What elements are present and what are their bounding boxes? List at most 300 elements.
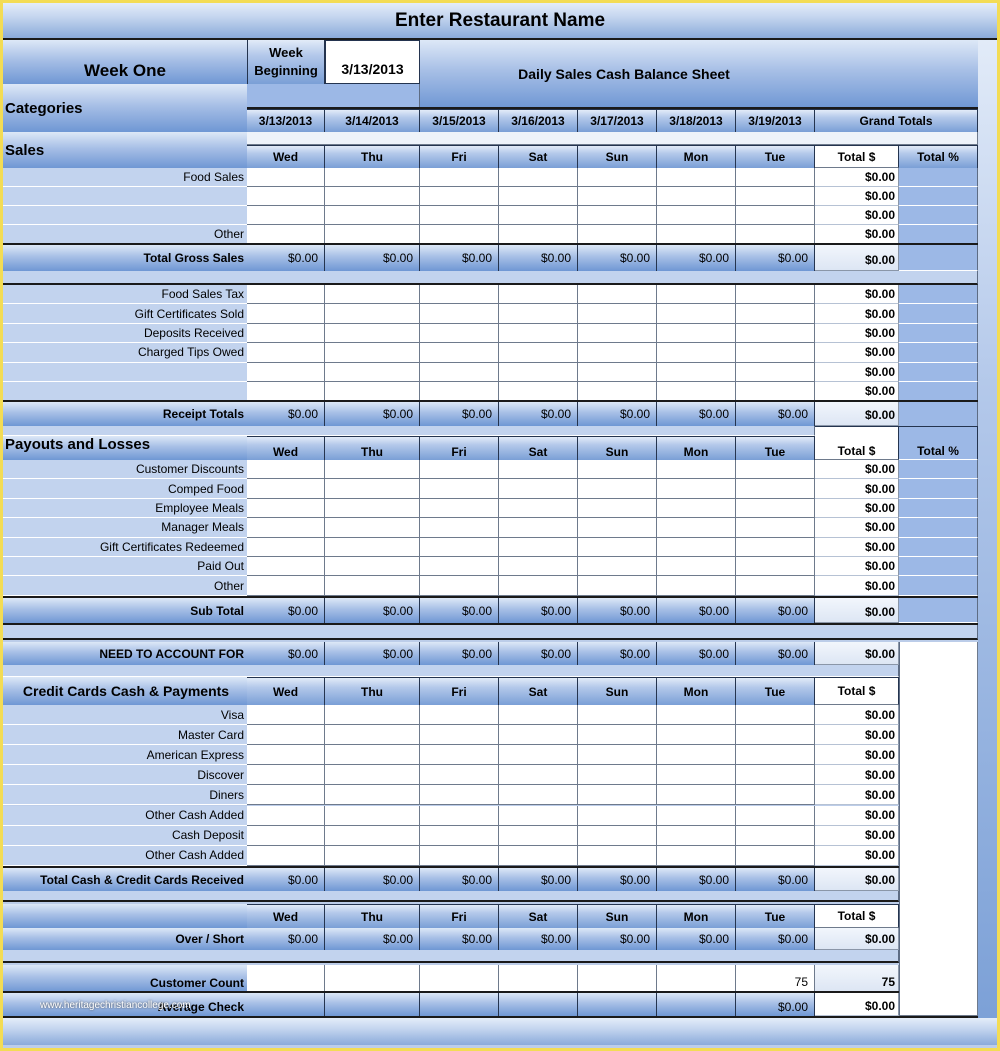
credit-row-input[interactable] <box>578 725 657 745</box>
receipt-totals-value: $0.00 <box>736 402 815 426</box>
payout-row-label: Employee Meals <box>3 499 247 518</box>
total-cash-credit-total: $0.00 <box>815 868 899 891</box>
credit-row-input[interactable] <box>420 705 499 725</box>
credit-row-input[interactable] <box>420 765 499 785</box>
sales-row-label <box>3 206 247 225</box>
receipt-row-input[interactable] <box>499 304 578 323</box>
payout-row-input[interactable] <box>499 460 578 479</box>
credit-row-total: $0.00 <box>815 806 899 826</box>
payout-row-input[interactable] <box>499 576 578 595</box>
credit-row-input[interactable] <box>247 765 325 785</box>
date-cell: 3/16/2013 <box>499 109 578 132</box>
credit-row-input[interactable] <box>420 806 499 826</box>
credit-row-input[interactable] <box>736 846 815 866</box>
sub-total-value: $0.00 <box>420 598 499 623</box>
sales-gap <box>3 271 978 285</box>
day-header-sun: Sun <box>578 145 657 168</box>
credit-row-input[interactable] <box>499 846 578 866</box>
payout-row-input[interactable] <box>578 557 657 576</box>
credit-row-label: Visa <box>3 705 247 725</box>
receipt-row-input[interactable] <box>657 304 736 323</box>
payout-row-label: Customer Discounts <box>3 460 247 479</box>
payout-row-total: $0.00 <box>815 538 899 557</box>
credit-row-label: Diners <box>3 785 247 805</box>
credit-row-input[interactable] <box>736 705 815 725</box>
receipt-row-input[interactable] <box>247 304 325 323</box>
payout-row-input[interactable] <box>736 479 815 498</box>
payout-row-input[interactable] <box>499 538 578 557</box>
payout-row-input[interactable] <box>325 518 420 537</box>
payout-row-input[interactable] <box>247 499 325 518</box>
date-cell: 3/18/2013 <box>657 109 736 132</box>
receipt-gap <box>3 426 815 436</box>
receipt-row-input[interactable] <box>736 343 815 362</box>
credit-row-input[interactable] <box>499 765 578 785</box>
receipt-row-input[interactable] <box>736 285 815 304</box>
receipt-row-input[interactable] <box>420 324 499 343</box>
need-to-account-value: $0.00 <box>499 642 578 665</box>
total-pct-header: Total % <box>899 426 978 460</box>
sales-row-input[interactable] <box>499 168 578 187</box>
credit-row-input[interactable] <box>247 745 325 765</box>
receipt-row-input[interactable] <box>325 382 420 401</box>
payout-row-input[interactable] <box>736 576 815 595</box>
credit-row-input[interactable] <box>578 846 657 866</box>
payout-row-input[interactable] <box>578 576 657 595</box>
payout-row-input[interactable] <box>657 576 736 595</box>
payout-row-input[interactable] <box>578 460 657 479</box>
payout-row-total: $0.00 <box>815 557 899 576</box>
receipt-row-input[interactable] <box>736 304 815 323</box>
sub-total-value: $0.00 <box>736 598 815 623</box>
receipt-totals-value: $0.00 <box>420 402 499 426</box>
average-check-total: $0.00 <box>815 993 899 1016</box>
payout-row-input[interactable] <box>420 538 499 557</box>
payout-row-input[interactable] <box>499 518 578 537</box>
credit-row-input[interactable] <box>247 846 325 866</box>
payout-row-input[interactable] <box>325 576 420 595</box>
sales-row-input[interactable] <box>325 187 420 206</box>
payout-row-input[interactable] <box>247 576 325 595</box>
payout-row-total: $0.00 <box>815 499 899 518</box>
payout-row-pct <box>899 576 978 595</box>
receipt-row-input[interactable] <box>578 324 657 343</box>
credit-row-label: Other Cash Added <box>3 806 247 826</box>
receipt-row-input[interactable] <box>247 363 325 382</box>
average-check-value <box>578 993 657 1016</box>
receipt-row-pct <box>899 382 978 401</box>
payout-row-input[interactable] <box>420 557 499 576</box>
payout-row-input[interactable] <box>499 499 578 518</box>
receipt-totals-total: $0.00 <box>815 402 899 426</box>
payout-row-input[interactable] <box>657 557 736 576</box>
credit-row-input[interactable] <box>657 745 736 765</box>
sales-row-input[interactable] <box>325 206 420 225</box>
sales-section-label: Sales <box>3 132 247 168</box>
payout-row-total: $0.00 <box>815 518 899 537</box>
receipt-row-pct <box>899 363 978 382</box>
sales-row-pct <box>899 168 978 187</box>
sales-row-input[interactable] <box>657 187 736 206</box>
receipt-row-label: Gift Certificates Sold <box>3 304 247 323</box>
sales-row-input[interactable] <box>325 168 420 187</box>
over-short-value: $0.00 <box>736 928 815 950</box>
over-short-label: Over / Short <box>3 928 247 950</box>
receipt-row-pct <box>899 304 978 323</box>
credit-row-input[interactable] <box>325 745 420 765</box>
spacer-row <box>247 132 978 145</box>
payout-row-input[interactable] <box>247 479 325 498</box>
payout-row-input[interactable] <box>657 499 736 518</box>
receipt-row-input[interactable] <box>325 324 420 343</box>
payout-row-input[interactable] <box>420 576 499 595</box>
sales-row-input[interactable] <box>657 225 736 244</box>
credit-row-input[interactable] <box>657 826 736 846</box>
receipt-row-input[interactable] <box>247 324 325 343</box>
grand-totals-header: Grand Totals <box>815 109 978 132</box>
credit-row-input[interactable] <box>578 785 657 805</box>
credit-row-input[interactable] <box>499 826 578 846</box>
credit-row-input[interactable] <box>736 765 815 785</box>
receipt-row-input[interactable] <box>578 285 657 304</box>
receipt-row-input[interactable] <box>325 343 420 362</box>
sales-row-input[interactable] <box>499 206 578 225</box>
payout-row-input[interactable] <box>247 518 325 537</box>
payout-row-input[interactable] <box>736 460 815 479</box>
credit-row-input[interactable] <box>420 785 499 805</box>
sales-row-input[interactable] <box>420 206 499 225</box>
receipt-row-input[interactable] <box>736 324 815 343</box>
customer-count-input[interactable] <box>325 965 420 992</box>
payout-row-input[interactable] <box>325 479 420 498</box>
average-check-value <box>420 993 499 1016</box>
total-cash-credit-value: $0.00 <box>578 868 657 891</box>
receipt-row-input[interactable] <box>657 285 736 304</box>
payout-row-input[interactable] <box>420 518 499 537</box>
sales-row-pct <box>899 187 978 206</box>
day-header-thu: Thu <box>325 145 420 168</box>
payout-row-label: Other <box>3 576 247 595</box>
credit-row-input[interactable] <box>578 826 657 846</box>
receipt-row-pct <box>899 285 978 304</box>
payout-row-input[interactable] <box>736 557 815 576</box>
total-gross-sales-value: $0.00 <box>578 245 657 271</box>
receipt-row-total: $0.00 <box>815 363 899 382</box>
over-gap <box>3 950 899 963</box>
header-spacer <box>247 84 420 108</box>
receipt-row-input[interactable] <box>499 324 578 343</box>
receipt-row-input[interactable] <box>578 304 657 323</box>
credit-row-input[interactable] <box>499 785 578 805</box>
sales-row-input[interactable] <box>420 187 499 206</box>
sales-row-input[interactable] <box>420 168 499 187</box>
receipt-row-input[interactable] <box>420 285 499 304</box>
need-to-account-value: $0.00 <box>420 642 499 665</box>
credit-row-input[interactable] <box>657 725 736 745</box>
payout-row-pct <box>899 518 978 537</box>
credit-row-input[interactable] <box>247 826 325 846</box>
sales-row-input[interactable] <box>578 168 657 187</box>
payout-row-input[interactable] <box>499 479 578 498</box>
credit-row-input[interactable] <box>420 745 499 765</box>
payout-row-input[interactable] <box>247 538 325 557</box>
total-cash-credit-value: $0.00 <box>420 868 499 891</box>
total-dollar-header: Total $ <box>815 426 899 460</box>
day-header-mon: Mon <box>657 677 736 705</box>
customer-count-input[interactable] <box>247 965 325 992</box>
sales-row-input[interactable] <box>247 168 325 187</box>
sales-row-input[interactable] <box>578 225 657 244</box>
payout-row-input[interactable] <box>578 538 657 557</box>
sales-row-input[interactable] <box>499 187 578 206</box>
credit-row-total: $0.00 <box>815 785 899 805</box>
sales-row-input[interactable] <box>736 225 815 244</box>
credit-row-input[interactable] <box>325 705 420 725</box>
receipt-row-input[interactable] <box>325 304 420 323</box>
need-to-account-value: $0.00 <box>325 642 420 665</box>
receipt-row-input[interactable] <box>578 382 657 401</box>
day-header-thu: Thu <box>325 904 420 928</box>
receipt-row-label: Food Sales Tax <box>3 285 247 304</box>
watermark: www.heritagechristiancollege.com <box>40 999 191 1011</box>
credit-row-input[interactable] <box>736 785 815 805</box>
average-check-tue: $0.00 <box>736 993 815 1016</box>
receipt-row-input[interactable] <box>657 343 736 362</box>
receipt-row-input[interactable] <box>499 343 578 362</box>
receipt-row-label <box>3 382 247 401</box>
customer-count-input[interactable] <box>578 965 657 992</box>
payout-row-input[interactable] <box>657 460 736 479</box>
sales-row-input[interactable] <box>736 187 815 206</box>
customer-count-label: Customer Count <box>3 965 247 992</box>
credit-row-input[interactable] <box>578 745 657 765</box>
date-cell: 3/19/2013 <box>736 109 815 132</box>
payout-row-input[interactable] <box>325 538 420 557</box>
payout-row-input[interactable] <box>657 538 736 557</box>
payout-row-input[interactable] <box>420 479 499 498</box>
sales-row-input[interactable] <box>578 206 657 225</box>
payout-row-input[interactable] <box>736 499 815 518</box>
total-gross-sales-pct <box>899 245 978 271</box>
day-header-tue: Tue <box>736 904 815 928</box>
payout-row-input[interactable] <box>420 460 499 479</box>
credit-row-input[interactable] <box>325 806 420 826</box>
credit-row-input[interactable] <box>578 765 657 785</box>
date-cell: 3/17/2013 <box>578 109 657 132</box>
credit-row-input[interactable] <box>247 806 325 826</box>
receipt-row-input[interactable] <box>325 363 420 382</box>
credit-row-input[interactable] <box>499 725 578 745</box>
credit-row-input[interactable] <box>657 846 736 866</box>
credit-row-input[interactable] <box>499 745 578 765</box>
day-header-sun: Sun <box>578 436 657 460</box>
week-label[interactable]: Week One <box>3 40 247 84</box>
day-header-sun: Sun <box>578 677 657 705</box>
total-cash-credit-label: Total Cash & Credit Cards Received <box>3 868 247 891</box>
payout-row-input[interactable] <box>736 538 815 557</box>
credit-row-input[interactable] <box>420 826 499 846</box>
sheet-title[interactable]: Enter Restaurant Name <box>394 9 606 31</box>
payout-row-input[interactable] <box>499 557 578 576</box>
credit-row-input[interactable] <box>499 806 578 826</box>
sales-row-label: Other <box>3 225 247 244</box>
credit-row-input[interactable] <box>325 826 420 846</box>
day-header-mon: Mon <box>657 904 736 928</box>
receipt-row-input[interactable] <box>736 382 815 401</box>
payout-row-input[interactable] <box>325 499 420 518</box>
sales-row-input[interactable] <box>657 168 736 187</box>
payout-row-label: Paid Out <box>3 557 247 576</box>
sheet-subtitle[interactable]: Daily Sales Cash Balance Sheet <box>420 40 978 108</box>
payout-row-pct <box>899 538 978 557</box>
credit-row-input[interactable] <box>736 745 815 765</box>
sales-row-pct <box>899 206 978 225</box>
receipt-row-input[interactable] <box>247 382 325 401</box>
total-dollar-header: Total $ <box>815 677 899 705</box>
receipt-row-input[interactable] <box>499 285 578 304</box>
receipt-row-input[interactable] <box>578 363 657 382</box>
credit-row-input[interactable] <box>657 705 736 725</box>
payout-row-input[interactable] <box>657 518 736 537</box>
customer-count-input[interactable] <box>499 965 578 992</box>
payout-row-total: $0.00 <box>815 479 899 498</box>
receipt-row-input[interactable] <box>499 363 578 382</box>
total-cash-credit-value: $0.00 <box>247 868 325 891</box>
average-check-value <box>325 993 420 1016</box>
receipt-totals-value: $0.00 <box>247 402 325 426</box>
receipt-row-label: Deposits Received <box>3 324 247 343</box>
customer-count-input[interactable] <box>657 965 736 992</box>
credit-row-total: $0.00 <box>815 826 899 846</box>
week-beginning-date[interactable]: 3/13/2013 <box>325 40 420 84</box>
right-blank-area <box>899 642 978 1016</box>
credit-row-input[interactable] <box>657 806 736 826</box>
credit-row-input[interactable] <box>325 765 420 785</box>
receipt-row-input[interactable] <box>325 285 420 304</box>
payout-row-input[interactable] <box>578 479 657 498</box>
credit-section-label: Credit Cards Cash & Payments <box>3 677 247 705</box>
sub-total-value: $0.00 <box>325 598 420 623</box>
credit-row-input[interactable] <box>736 826 815 846</box>
payout-row-input[interactable] <box>325 460 420 479</box>
receipt-row-input[interactable] <box>499 382 578 401</box>
sales-row-input[interactable] <box>736 206 815 225</box>
payout-row-input[interactable] <box>657 479 736 498</box>
credit-row-input[interactable] <box>325 785 420 805</box>
sales-row-input[interactable] <box>657 206 736 225</box>
credit-row-total: $0.00 <box>815 846 899 866</box>
receipt-row-input[interactable] <box>657 382 736 401</box>
payout-row-input[interactable] <box>247 557 325 576</box>
customer-count-tue[interactable]: 75 <box>736 965 815 992</box>
payout-row-input[interactable] <box>578 499 657 518</box>
need-to-account-label: NEED TO ACCOUNT FOR <box>3 642 247 665</box>
total-gross-sales-value: $0.00 <box>736 245 815 271</box>
receipt-totals-value: $0.00 <box>578 402 657 426</box>
day-header-wed: Wed <box>247 677 325 705</box>
receipt-row-input[interactable] <box>657 363 736 382</box>
sub-total-value: $0.00 <box>657 598 736 623</box>
receipt-row-input[interactable] <box>420 363 499 382</box>
receipt-totals-value: $0.00 <box>499 402 578 426</box>
receipt-row-total: $0.00 <box>815 285 899 304</box>
day-header-fri: Fri <box>420 436 499 460</box>
credit-row-input[interactable] <box>657 785 736 805</box>
credit-row-input[interactable] <box>578 705 657 725</box>
sales-row-input[interactable] <box>736 168 815 187</box>
credit-row-total: $0.00 <box>815 705 899 725</box>
day-header-wed: Wed <box>247 145 325 168</box>
receipt-row-input[interactable] <box>420 382 499 401</box>
receipt-row-total: $0.00 <box>815 324 899 343</box>
receipt-row-input[interactable] <box>578 343 657 362</box>
credit-row-input[interactable] <box>247 785 325 805</box>
credit-row-input[interactable] <box>420 725 499 745</box>
sub-total-value: $0.00 <box>247 598 325 623</box>
sales-row-input[interactable] <box>247 225 325 244</box>
sales-row-input[interactable] <box>247 206 325 225</box>
credit-row-input[interactable] <box>499 705 578 725</box>
receipt-row-pct <box>899 324 978 343</box>
need-to-account-value: $0.00 <box>736 642 815 665</box>
credit-row-input[interactable] <box>247 705 325 725</box>
sales-row-input[interactable] <box>247 187 325 206</box>
credit-row-input[interactable] <box>578 806 657 826</box>
payout-row-input[interactable] <box>578 518 657 537</box>
payout-row-pct <box>899 557 978 576</box>
sales-row-label <box>3 187 247 206</box>
credit-row-input[interactable] <box>247 725 325 745</box>
over-short-value: $0.00 <box>420 928 499 950</box>
total-gross-sales-value: $0.00 <box>499 245 578 271</box>
credit-row-input[interactable] <box>736 806 815 826</box>
credit-row-input[interactable] <box>325 846 420 866</box>
receipt-row-input[interactable] <box>736 363 815 382</box>
sales-row-input[interactable] <box>578 187 657 206</box>
sales-row-input[interactable] <box>499 225 578 244</box>
credit-row-input[interactable] <box>657 765 736 785</box>
need-gap <box>3 665 899 677</box>
payout-row-pct <box>899 460 978 479</box>
payout-row-input[interactable] <box>325 557 420 576</box>
payouts-section-label: Payouts and Losses <box>3 436 247 460</box>
right-scroll-band <box>978 40 997 1045</box>
sales-row-input[interactable] <box>325 225 420 244</box>
receipt-row-input[interactable] <box>247 343 325 362</box>
receipt-row-input[interactable] <box>420 343 499 362</box>
customer-count-input[interactable] <box>420 965 499 992</box>
credit-row-total: $0.00 <box>815 725 899 745</box>
credit-row-label: Master Card <box>3 725 247 745</box>
payout-row-input[interactable] <box>420 499 499 518</box>
credit-row-input[interactable] <box>736 725 815 745</box>
credit-row-input[interactable] <box>420 846 499 866</box>
sales-row-total: $0.00 <box>815 225 899 244</box>
receipt-row-input[interactable] <box>657 324 736 343</box>
day-header-fri: Fri <box>420 145 499 168</box>
need-to-account-value: $0.00 <box>247 642 325 665</box>
receipt-row-input[interactable] <box>420 304 499 323</box>
sales-row-pct <box>899 225 978 244</box>
average-check-label: Average Check <box>3 993 247 1016</box>
credit-row-input[interactable] <box>325 725 420 745</box>
payout-row-input[interactable] <box>736 518 815 537</box>
day-header-fri: Fri <box>420 904 499 928</box>
payout-row-input[interactable] <box>247 460 325 479</box>
week-beginning-label <box>247 40 325 84</box>
receipt-row-input[interactable] <box>247 285 325 304</box>
sales-row-input[interactable] <box>420 225 499 244</box>
